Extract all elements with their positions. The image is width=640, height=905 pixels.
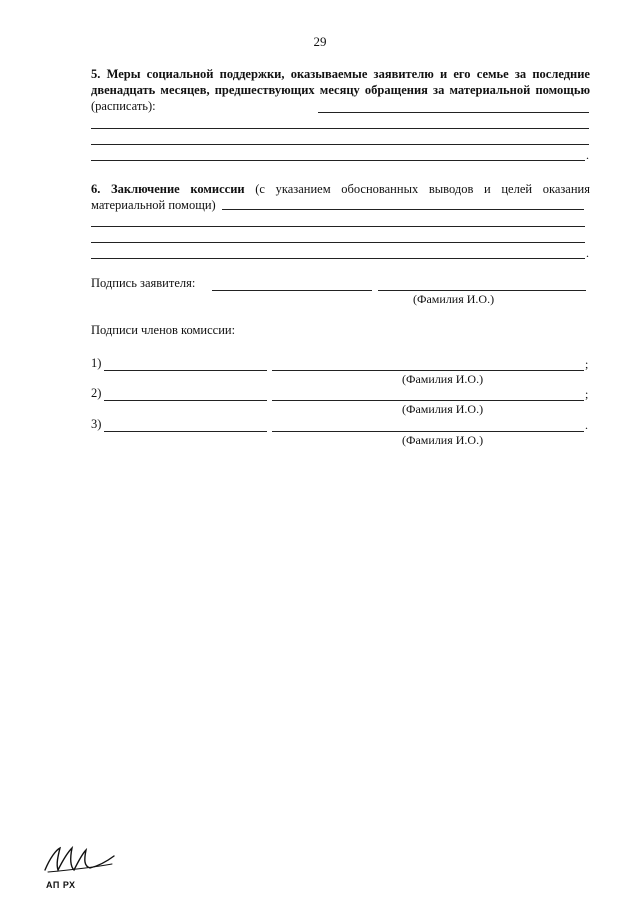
member-3-name-line[interactable] (272, 431, 584, 432)
member-2-end: ; (585, 387, 589, 401)
applicant-signature-label: Подпись заявителя: (91, 276, 196, 290)
commission-label: Подписи членов комиссии: (91, 323, 236, 337)
page-number: 29 (313, 34, 327, 49)
section-6-line-0[interactable] (222, 209, 584, 210)
applicant-name-line[interactable] (378, 290, 586, 291)
member-2-signature-line[interactable] (104, 400, 267, 401)
member-3-signature-line[interactable] (104, 431, 267, 432)
handwritten-signature-icon (40, 840, 120, 880)
applicant-name-caption: (Фамилия И.О.) (413, 292, 495, 306)
section-6-line-2[interactable] (91, 242, 585, 243)
member-2-number: 2) (91, 386, 102, 400)
section-6-end-dot: . (586, 246, 589, 260)
section-5-line-3[interactable] (91, 160, 585, 161)
section-6-hint: (с указанием обоснованных выводов и целей оказания материальной помощи) (91, 182, 590, 212)
section-6-line-1[interactable] (91, 226, 585, 227)
member-1-signature-line[interactable] (104, 370, 267, 371)
member-3-end: . (585, 418, 588, 432)
member-2-caption: (Фамилия И.О.) (402, 402, 484, 416)
applicant-signature-line[interactable] (212, 290, 372, 291)
member-1-caption: (Фамилия И.О.) (402, 372, 484, 386)
member-3-caption: (Фамилия И.О.) (402, 433, 484, 447)
section-5-line-1[interactable] (91, 128, 589, 129)
footer-stamp: АП РХ (46, 880, 76, 890)
section-6-line-3[interactable] (91, 258, 585, 259)
member-1-number: 1) (91, 356, 102, 370)
member-1-name-line[interactable] (272, 370, 584, 371)
section-5-line-2[interactable] (91, 144, 589, 145)
section-5-line-0[interactable] (318, 112, 589, 113)
section-5-hint: (расписать): (91, 99, 156, 113)
section-5-heading (91, 66, 590, 114)
member-2-name-line[interactable] (272, 400, 584, 401)
member-1-end: ; (585, 357, 589, 371)
member-3-number: 3) (91, 417, 102, 431)
section-5-title: 5. Меры социальной поддержки, оказываемые заявителю и его семье за последние двенадцать месяцев, предшествующих месяцу обращения за материальной помощью (91, 67, 590, 97)
section-5-end-dot: . (586, 148, 589, 162)
section-6-title: 6. Заключение комиссии (91, 182, 245, 196)
